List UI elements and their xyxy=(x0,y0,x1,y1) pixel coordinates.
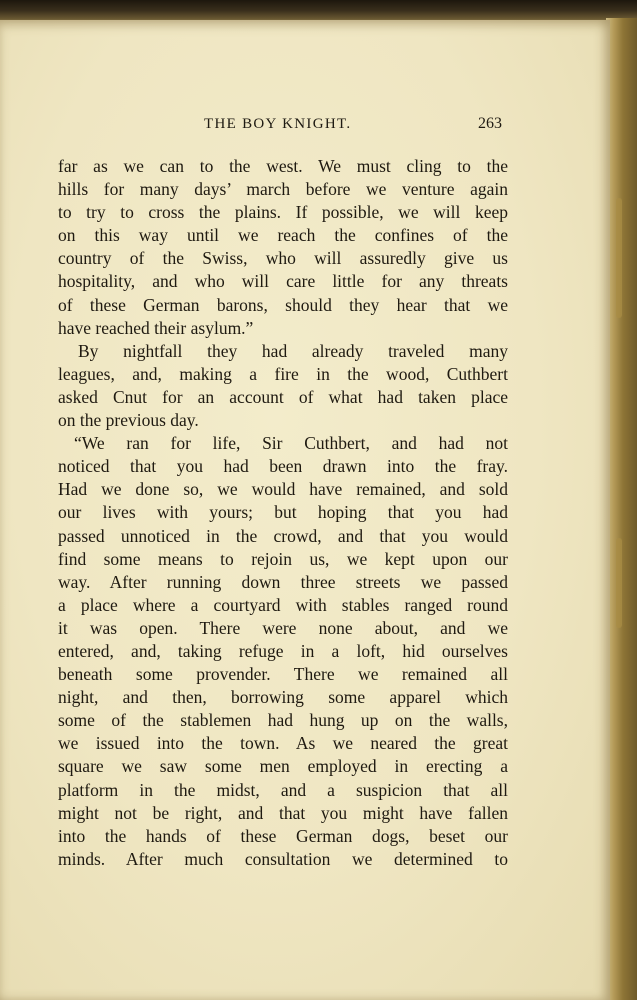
text-line: Had we done so, we would have remained, and sold xyxy=(58,479,508,500)
text-line: have reached their asylum.” xyxy=(58,317,254,338)
running-head: THE BOY KNIGHT. xyxy=(204,116,352,132)
text-line: we issued into the town. As we neared the great xyxy=(58,733,508,754)
text-line: it was open. There were none about, and we xyxy=(58,617,508,638)
text-line: to try to cross the plains. If possible, we will keep xyxy=(58,202,508,223)
text-line: far as we can to the west. We must cling to the xyxy=(58,156,508,176)
text-line: hills for many days’ march before we venture again xyxy=(58,179,508,200)
text-line: By nightfall they had already traveled many xyxy=(78,340,508,361)
text-line: country of the Swiss, who will assuredly give us xyxy=(58,248,508,269)
page-edge-streak xyxy=(616,538,622,628)
text-line: noticed that you had been drawn into the fray. xyxy=(58,456,508,477)
text-line: on the previous day. xyxy=(58,410,199,431)
text-line: minds. After much consultation we determined to xyxy=(58,848,508,869)
text-line: a place where a courtyard with stables ranged round xyxy=(58,594,508,615)
page-header xyxy=(0,116,610,136)
text-line: “We ran for life, Sir Cuthbert, and had not xyxy=(74,433,508,454)
text-line: night, and then, borrowing some apparel which xyxy=(58,687,508,708)
text-line: asked Cnut for an account of what had taken place xyxy=(58,386,508,407)
page-edge-streak xyxy=(616,198,622,318)
text-line: our lives with yours; but hoping that you had xyxy=(58,502,508,523)
body-text xyxy=(58,155,508,871)
text-line: passed unnoticed in the crowd, and that you would xyxy=(58,525,508,546)
text-line: might not be right, and that you might have fallen xyxy=(58,802,508,823)
text-line: find some means to rejoin us, we kept upon our xyxy=(58,548,508,569)
book-right-edge xyxy=(606,18,637,1000)
text-line: on this way until we reach the confines of the xyxy=(58,225,508,246)
text-line: beneath some provender. There we remained all xyxy=(58,664,508,685)
text-line: square we saw some men employed in erecting a xyxy=(58,756,508,777)
page-number: 263 xyxy=(478,115,502,132)
text-line: entered, and, taking refuge in a loft, hid ourselves xyxy=(58,640,508,661)
text-line: of these German barons, should they hear that we xyxy=(58,294,508,315)
text-line: hospitality, and who will care little for any threats xyxy=(58,271,508,292)
text-line: leagues, and, making a fire in the wood, Cuthbert xyxy=(58,363,508,384)
text-line: into the hands of these German dogs, beset our xyxy=(58,825,508,846)
text-line: way. After running down three streets we passed xyxy=(58,571,508,592)
text-line: some of the stablemen had hung up on the walls, xyxy=(58,710,508,731)
text-line: platform in the midst, and a suspicion that all xyxy=(58,779,508,800)
